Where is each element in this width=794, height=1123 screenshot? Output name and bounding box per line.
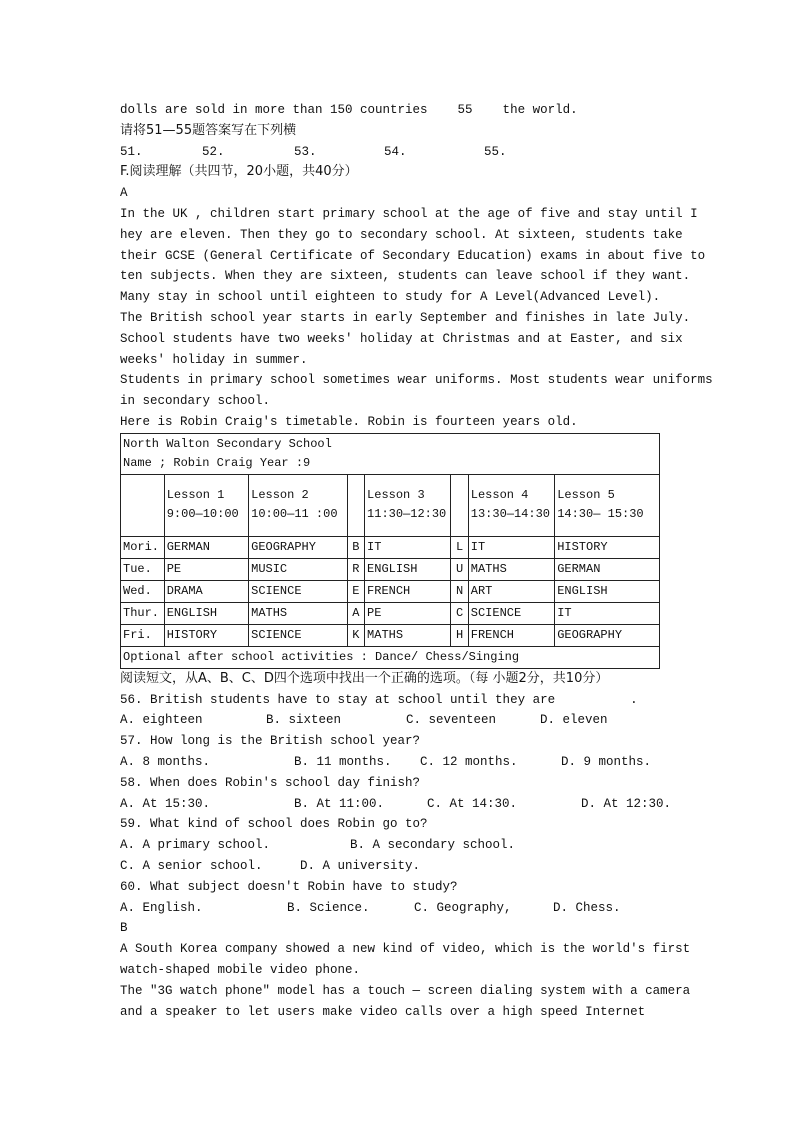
optional-activities: Optional after school activities : Dance/ Chess/Singing [121, 646, 660, 668]
subject-cell: GERMAN [555, 558, 660, 580]
document-page [120, 100, 713, 1022]
subject-cell: HISTORY [555, 536, 660, 558]
subject-cell: FRENCH [468, 624, 554, 646]
lesson-header: Lesson 3 11:30—12:30 [365, 474, 451, 536]
option: C. 12 months. [420, 754, 518, 769]
lunch-letter: C [451, 602, 468, 624]
table-row [121, 558, 660, 580]
instruction: 阅读短文，从A、B、C、D四个选项中找出一个正确的选项。（每 小题2分，共10分） [120, 670, 609, 686]
blank-53: 53. [294, 144, 317, 159]
blank-55: 55. [484, 144, 507, 159]
subject-cell: SCIENCE [249, 580, 348, 602]
subject-cell: PE [365, 602, 451, 624]
passage-line: watch-shaped mobile video phone. [120, 962, 361, 977]
lunch-letter: H [451, 624, 468, 646]
options-58 [120, 794, 680, 815]
option: A. A primary school. [120, 838, 271, 853]
option: C. At 14:30. [427, 796, 518, 811]
passage-line: ten subjects. When they are sixteen, students can leave school if they want. [120, 269, 691, 284]
questions [120, 690, 680, 919]
subject-cell: FRENCH [365, 580, 451, 602]
table-row [121, 624, 660, 646]
passage-line: Many stay in school until eighteen to study for A Level(Advanced Level). [120, 290, 661, 305]
break-letter: E [347, 580, 364, 602]
subject-cell: ENGLISH [365, 558, 451, 580]
passage-line: In the UK , children start primary school at the age of five and stay until I [120, 206, 698, 221]
passage-line: The "3G watch phone" model has a touch — screen dialing system with a camera [120, 983, 691, 998]
subject-cell: IT [468, 536, 554, 558]
passage-line: Students in primary school sometimes wear uniforms. Most students wear uniforms [120, 373, 713, 388]
blank-54: 54. [384, 144, 407, 159]
blank-51: 51. [120, 144, 143, 159]
option: B. A secondary school. [350, 838, 516, 853]
passage-line: and a speaker to let users make video calls over a high speed Internet [120, 1004, 646, 1019]
subject-cell: GEOGRAPHY [249, 536, 348, 558]
option: A. At 15:30. [120, 796, 211, 811]
table-row [121, 536, 660, 558]
section-title: F.阅读理解（共四节，20小题，共40分） [120, 164, 358, 180]
passage-line: weeks' holiday in summer. [120, 352, 308, 367]
option: B. sixteen [266, 713, 342, 728]
passage-a-body [120, 204, 713, 433]
timetable-header [121, 433, 660, 474]
subject-cell: MUSIC [249, 558, 348, 580]
lesson-header: Lesson 2 10:00—11 :00 [249, 474, 348, 536]
subject-cell: MATHS [249, 602, 348, 624]
passage-line: hey are eleven. Then they go to secondary school. At sixteen, students take [120, 227, 683, 242]
subject-cell: GERMAN [164, 536, 248, 558]
lunch-letter: L [451, 536, 468, 558]
option: C. seventeen [406, 713, 497, 728]
day-cell: Wed. [121, 580, 165, 602]
option: D. A university. [300, 858, 421, 873]
options-59 [120, 835, 680, 856]
passage-line: their GCSE (General Certificate of Secondary Education) exams in about five to [120, 248, 706, 263]
subject-cell: DRAMA [164, 580, 248, 602]
subject-cell: ENGLISH [164, 602, 248, 624]
break-letter: R [347, 558, 364, 580]
answer-blanks [120, 142, 680, 163]
answer-note: 请将51—55题答案写在下列横 [120, 122, 297, 138]
option: D. 9 months. [561, 754, 652, 769]
options-59-cont [120, 856, 680, 877]
break-letter: K [347, 624, 364, 646]
subject-cell: IT [555, 602, 660, 624]
student-name: Name ; Robin Craig Year :9 [123, 455, 311, 470]
passage-b-label: B [120, 921, 128, 936]
option: D. At 12:30. [581, 796, 672, 811]
option: B. At 11:00. [294, 796, 385, 811]
passage-line: A South Korea company showed a new kind of video, which is the world's first [120, 942, 691, 957]
break-letter: B [347, 536, 364, 558]
subject-cell: SCIENCE [468, 602, 554, 624]
subject-cell: MATHS [468, 558, 554, 580]
options-56 [120, 710, 680, 731]
passage-line: in secondary school. [120, 394, 271, 409]
subject-cell: IT [365, 536, 451, 558]
table-row [121, 602, 660, 624]
lunch-letter: U [451, 558, 468, 580]
day-cell: Tue. [121, 558, 165, 580]
lunch-letter: N [451, 580, 468, 602]
corner-cell [121, 474, 165, 536]
subject-cell: HISTORY [164, 624, 248, 646]
day-cell: Mori. [121, 536, 165, 558]
lunch-column-header [451, 474, 468, 536]
subject-cell: ART [468, 580, 554, 602]
question-57: 57. How long is the British school year? [120, 734, 421, 749]
day-cell: Thur. [121, 602, 165, 624]
intro-line: dolls are sold in more than 150 countries 55 the world. [120, 103, 578, 117]
day-cell: Fri. [121, 624, 165, 646]
option: D. eleven [540, 713, 608, 728]
table-row [121, 580, 660, 602]
option: B. Science. [287, 900, 370, 915]
passage-a-label: A [120, 186, 128, 201]
subject-cell: MATHS [365, 624, 451, 646]
passage-line: Here is Robin Craig's timetable. Robin is fourteen years old. [120, 414, 578, 429]
break-letter: A [347, 602, 364, 624]
question-60: 60. What subject doesn't Robin have to study? [120, 879, 458, 894]
option: A. 8 months. [120, 754, 211, 769]
school-name: North Walton Secondary School [123, 436, 332, 451]
option: C. Geography, [414, 900, 512, 915]
question-56: 56. British students have to stay at school until they are . [120, 692, 638, 707]
options-57 [120, 752, 680, 773]
passage-line: School students have two weeks' holiday at Christmas and at Easter, and six [120, 331, 683, 346]
subject-cell: GEOGRAPHY [555, 624, 660, 646]
lesson-header: Lesson 4 13:30—14:30 [468, 474, 554, 536]
question-58: 58. When does Robin's school day finish? [120, 775, 421, 790]
option: C. A senior school. [120, 858, 263, 873]
passage-line: The British school year starts in early September and finishes in late July. [120, 310, 691, 325]
passage-b-body [120, 939, 691, 1022]
option: A. English. [120, 900, 203, 915]
timetable [120, 433, 660, 669]
break-column-header [347, 474, 364, 536]
lesson-header: Lesson 1 9:00—10:00 [164, 474, 248, 536]
question-59: 59. What kind of school does Robin go to? [120, 817, 428, 832]
subject-cell: ENGLISH [555, 580, 660, 602]
option: D. Chess. [553, 900, 621, 915]
subject-cell: SCIENCE [249, 624, 348, 646]
options-60 [120, 898, 680, 919]
option: B. 11 months. [294, 754, 392, 769]
blank-52: 52. [202, 144, 225, 159]
lesson-header: Lesson 5 14:30— 15:30 [555, 474, 660, 536]
subject-cell: PE [164, 558, 248, 580]
option: A. eighteen [120, 713, 203, 728]
